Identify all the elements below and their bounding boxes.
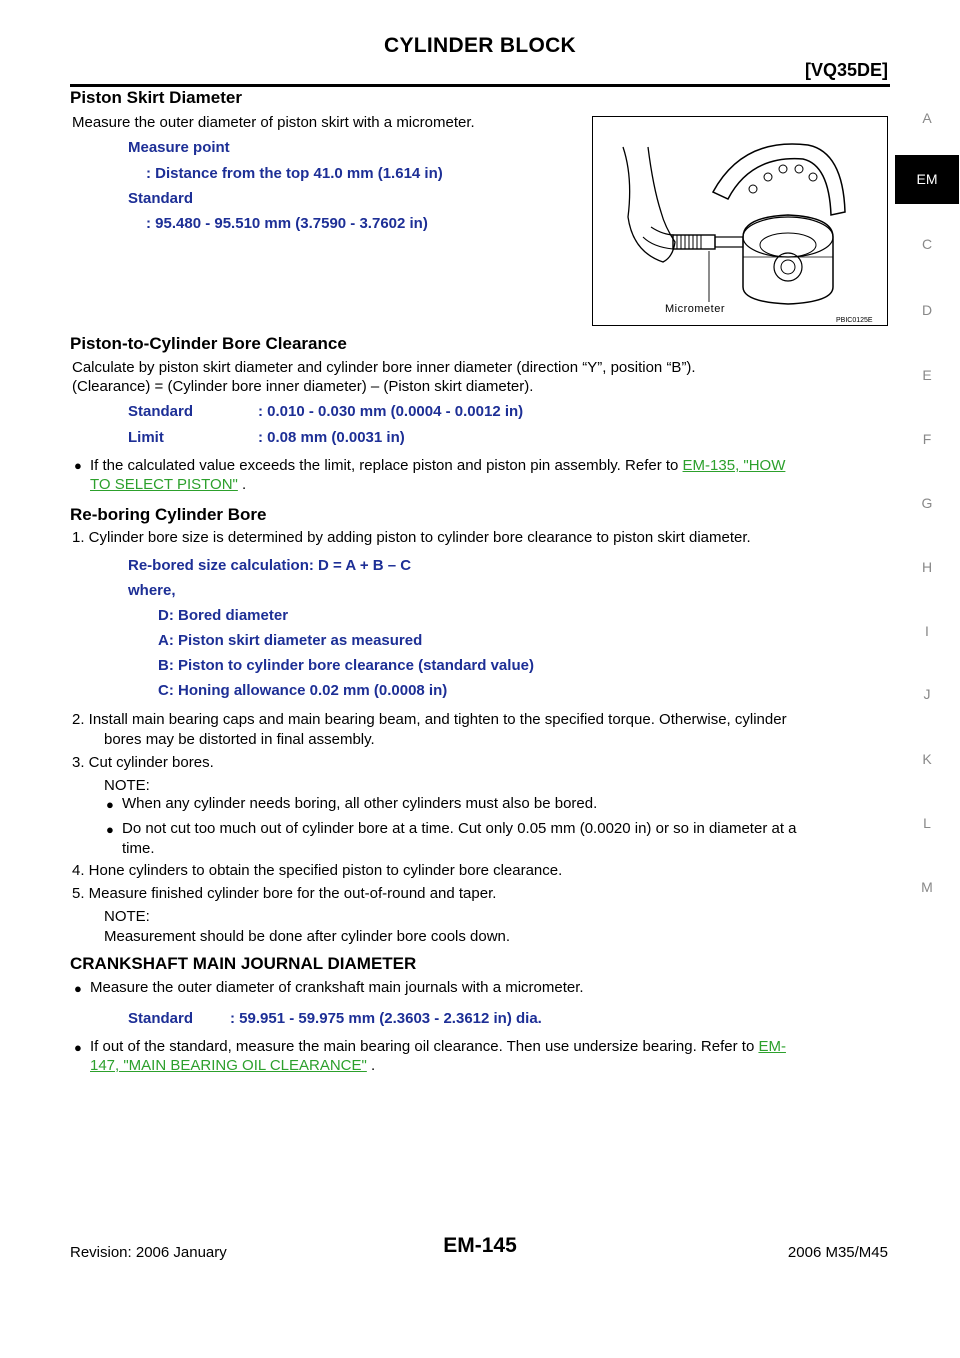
micrometer-illustration xyxy=(593,117,886,324)
crankshaft-standard-label: Standard xyxy=(128,1010,194,1027)
crankshaft-out-of-standard-cont: 147, "MAIN BEARING OIL CLEARANCE" . xyxy=(90,1057,376,1074)
heading-crankshaft-main-journal: CRANKSHAFT MAIN JOURNAL DIAMETER xyxy=(70,954,417,973)
note-1-bullet-2: Do not cut too much out of cylinder bore at a time. Cut only 0.05 mm (0.0020 in) or so in diameter at a xyxy=(122,820,797,837)
heading-piston-bore-clearance: Piston-to-Cylinder Bore Clearance xyxy=(70,334,347,353)
index-tab-f[interactable]: F xyxy=(922,431,932,447)
reboring-step-2-cont: bores may be distorted in final assembly. xyxy=(104,731,375,748)
index-tab-em[interactable]: EM xyxy=(895,155,959,204)
piston-skirt-standard-label: Standard xyxy=(128,190,194,207)
vehicle-model: 2006 M35/M45 xyxy=(787,1244,888,1261)
page-number: EM-145 xyxy=(443,1234,517,1257)
engine-model-tag: [VQ35DE] xyxy=(804,60,888,80)
measure-point-label: Measure point xyxy=(128,139,230,156)
link-main-bearing-oil-clearance-cont[interactable]: 147, "MAIN BEARING OIL CLEARANCE" xyxy=(90,1057,367,1074)
piston-skirt-intro: Measure the outer diameter of piston skirt with a micrometer. xyxy=(72,114,475,131)
crankshaft-out-of-standard: If out of the standard, measure the main bearing oil clearance. Then use undersize bearing. Refer to EM- xyxy=(90,1038,786,1055)
clearance-calc-line2: (Clearance) = (Cylinder bore inner diameter) – (Piston skirt diameter). xyxy=(72,378,534,395)
rebore-calc-where: where, xyxy=(128,582,176,599)
rebore-calc-d: D: Bored diameter xyxy=(158,607,289,624)
rebore-calc-c: C: Honing allowance 0.02 mm (0.0008 in) xyxy=(158,682,448,699)
figure-code: PBIC0125E xyxy=(836,317,873,324)
crankshaft-standard-value: : 59.951 - 59.975 mm (2.3603 - 2.3612 in) dia. xyxy=(230,1010,542,1027)
clearance-limit-value: : 0.08 mm (0.0031 in) xyxy=(258,429,405,446)
clearance-limit-instruction-cont: TO SELECT PISTON" . xyxy=(90,476,247,493)
index-tab-j[interactable]: J xyxy=(923,686,931,702)
micrometer-figure xyxy=(592,116,888,326)
index-tab-h[interactable]: H xyxy=(921,559,933,575)
link-how-to-select-piston[interactable]: EM-135, "HOW xyxy=(682,457,786,474)
index-tab-d[interactable]: D xyxy=(921,302,933,318)
reboring-step-3: 3. Cut cylinder bores. xyxy=(72,754,214,771)
reboring-step-4: 4. Hone cylinders to obtain the specified piston to cylinder bore clearance. xyxy=(72,862,563,879)
bullet-icon: ● xyxy=(106,797,114,812)
index-tab-m[interactable]: M xyxy=(921,879,933,895)
clearance-limit-instruction: If the calculated value exceeds the limit, replace piston and piston pin assembly. Refer to EM-135, "HOW xyxy=(90,457,786,474)
heading-reboring-cylinder-bore: Re-boring Cylinder Bore xyxy=(70,505,267,524)
rebore-calc-title: Re-bored size calculation: D = A + B – C xyxy=(128,557,412,574)
clearance-standard-value: : 0.010 - 0.030 mm (0.0004 - 0.0012 in) xyxy=(258,403,524,420)
bullet-icon: ● xyxy=(74,458,82,473)
reboring-step-1: 1. Cylinder bore size is determined by adding piston to cylinder bore clearance to piston skirt diameter. xyxy=(72,529,751,546)
clearance-limit-label: Limit xyxy=(128,429,164,446)
note-1-bullet-2-cont: time. xyxy=(122,840,155,857)
measure-point-value: : Distance from the top 41.0 mm (1.614 in) xyxy=(146,165,443,182)
index-tab-i[interactable]: I xyxy=(925,623,929,639)
index-tab-c[interactable]: C xyxy=(921,236,933,252)
index-tab-a[interactable]: A xyxy=(922,110,932,126)
reboring-step-2: 2. Install main bearing caps and main bearing beam, and tighten to the specified torque. Otherwise, cylinder xyxy=(72,711,787,728)
page-title: CYLINDER BLOCK xyxy=(383,34,577,57)
bullet-icon: ● xyxy=(106,822,114,837)
note-2-text: Measurement should be done after cylinder bore cools down. xyxy=(104,928,511,945)
rebore-calc-b: B: Piston to cylinder bore clearance (standard value) xyxy=(158,657,534,674)
piston-skirt-standard-value: : 95.480 - 95.510 mm (3.7590 - 3.7602 in) xyxy=(146,215,428,232)
bullet-icon: ● xyxy=(74,1040,82,1055)
reboring-step-5: 5. Measure finished cylinder bore for the out-of-round and taper. xyxy=(72,885,497,902)
rebore-calc-a: A: Piston skirt diameter as measured xyxy=(158,632,423,649)
crankshaft-measure-instruction: Measure the outer diameter of crankshaft main journals with a micrometer. xyxy=(90,979,584,996)
note-1-bullet-1: When any cylinder needs boring, all other cylinders must also be bored. xyxy=(122,795,598,812)
index-tab-k[interactable]: K xyxy=(922,751,932,767)
note-label-2: NOTE: xyxy=(104,908,150,925)
bullet-icon: ● xyxy=(74,981,82,996)
index-tab-l[interactable]: L xyxy=(923,815,931,831)
heading-piston-skirt-diameter: Piston Skirt Diameter xyxy=(70,88,242,107)
clearance-standard-label: Standard xyxy=(128,403,194,420)
link-how-to-select-piston-cont[interactable]: TO SELECT PISTON" xyxy=(90,476,238,493)
index-tab-e[interactable]: E xyxy=(922,367,932,383)
link-main-bearing-oil-clearance[interactable]: EM- xyxy=(758,1038,786,1055)
micrometer-callout: Micrometer xyxy=(665,303,726,315)
clearance-calc-line1: Calculate by piston skirt diameter and cylinder bore inner diameter (direction “Y”, position “B”). xyxy=(72,359,696,376)
note-label-1: NOTE: xyxy=(104,777,150,794)
header-rule xyxy=(70,84,890,87)
revision-date: Revision: 2006 January xyxy=(70,1244,227,1261)
index-tab-g[interactable]: G xyxy=(921,495,933,511)
